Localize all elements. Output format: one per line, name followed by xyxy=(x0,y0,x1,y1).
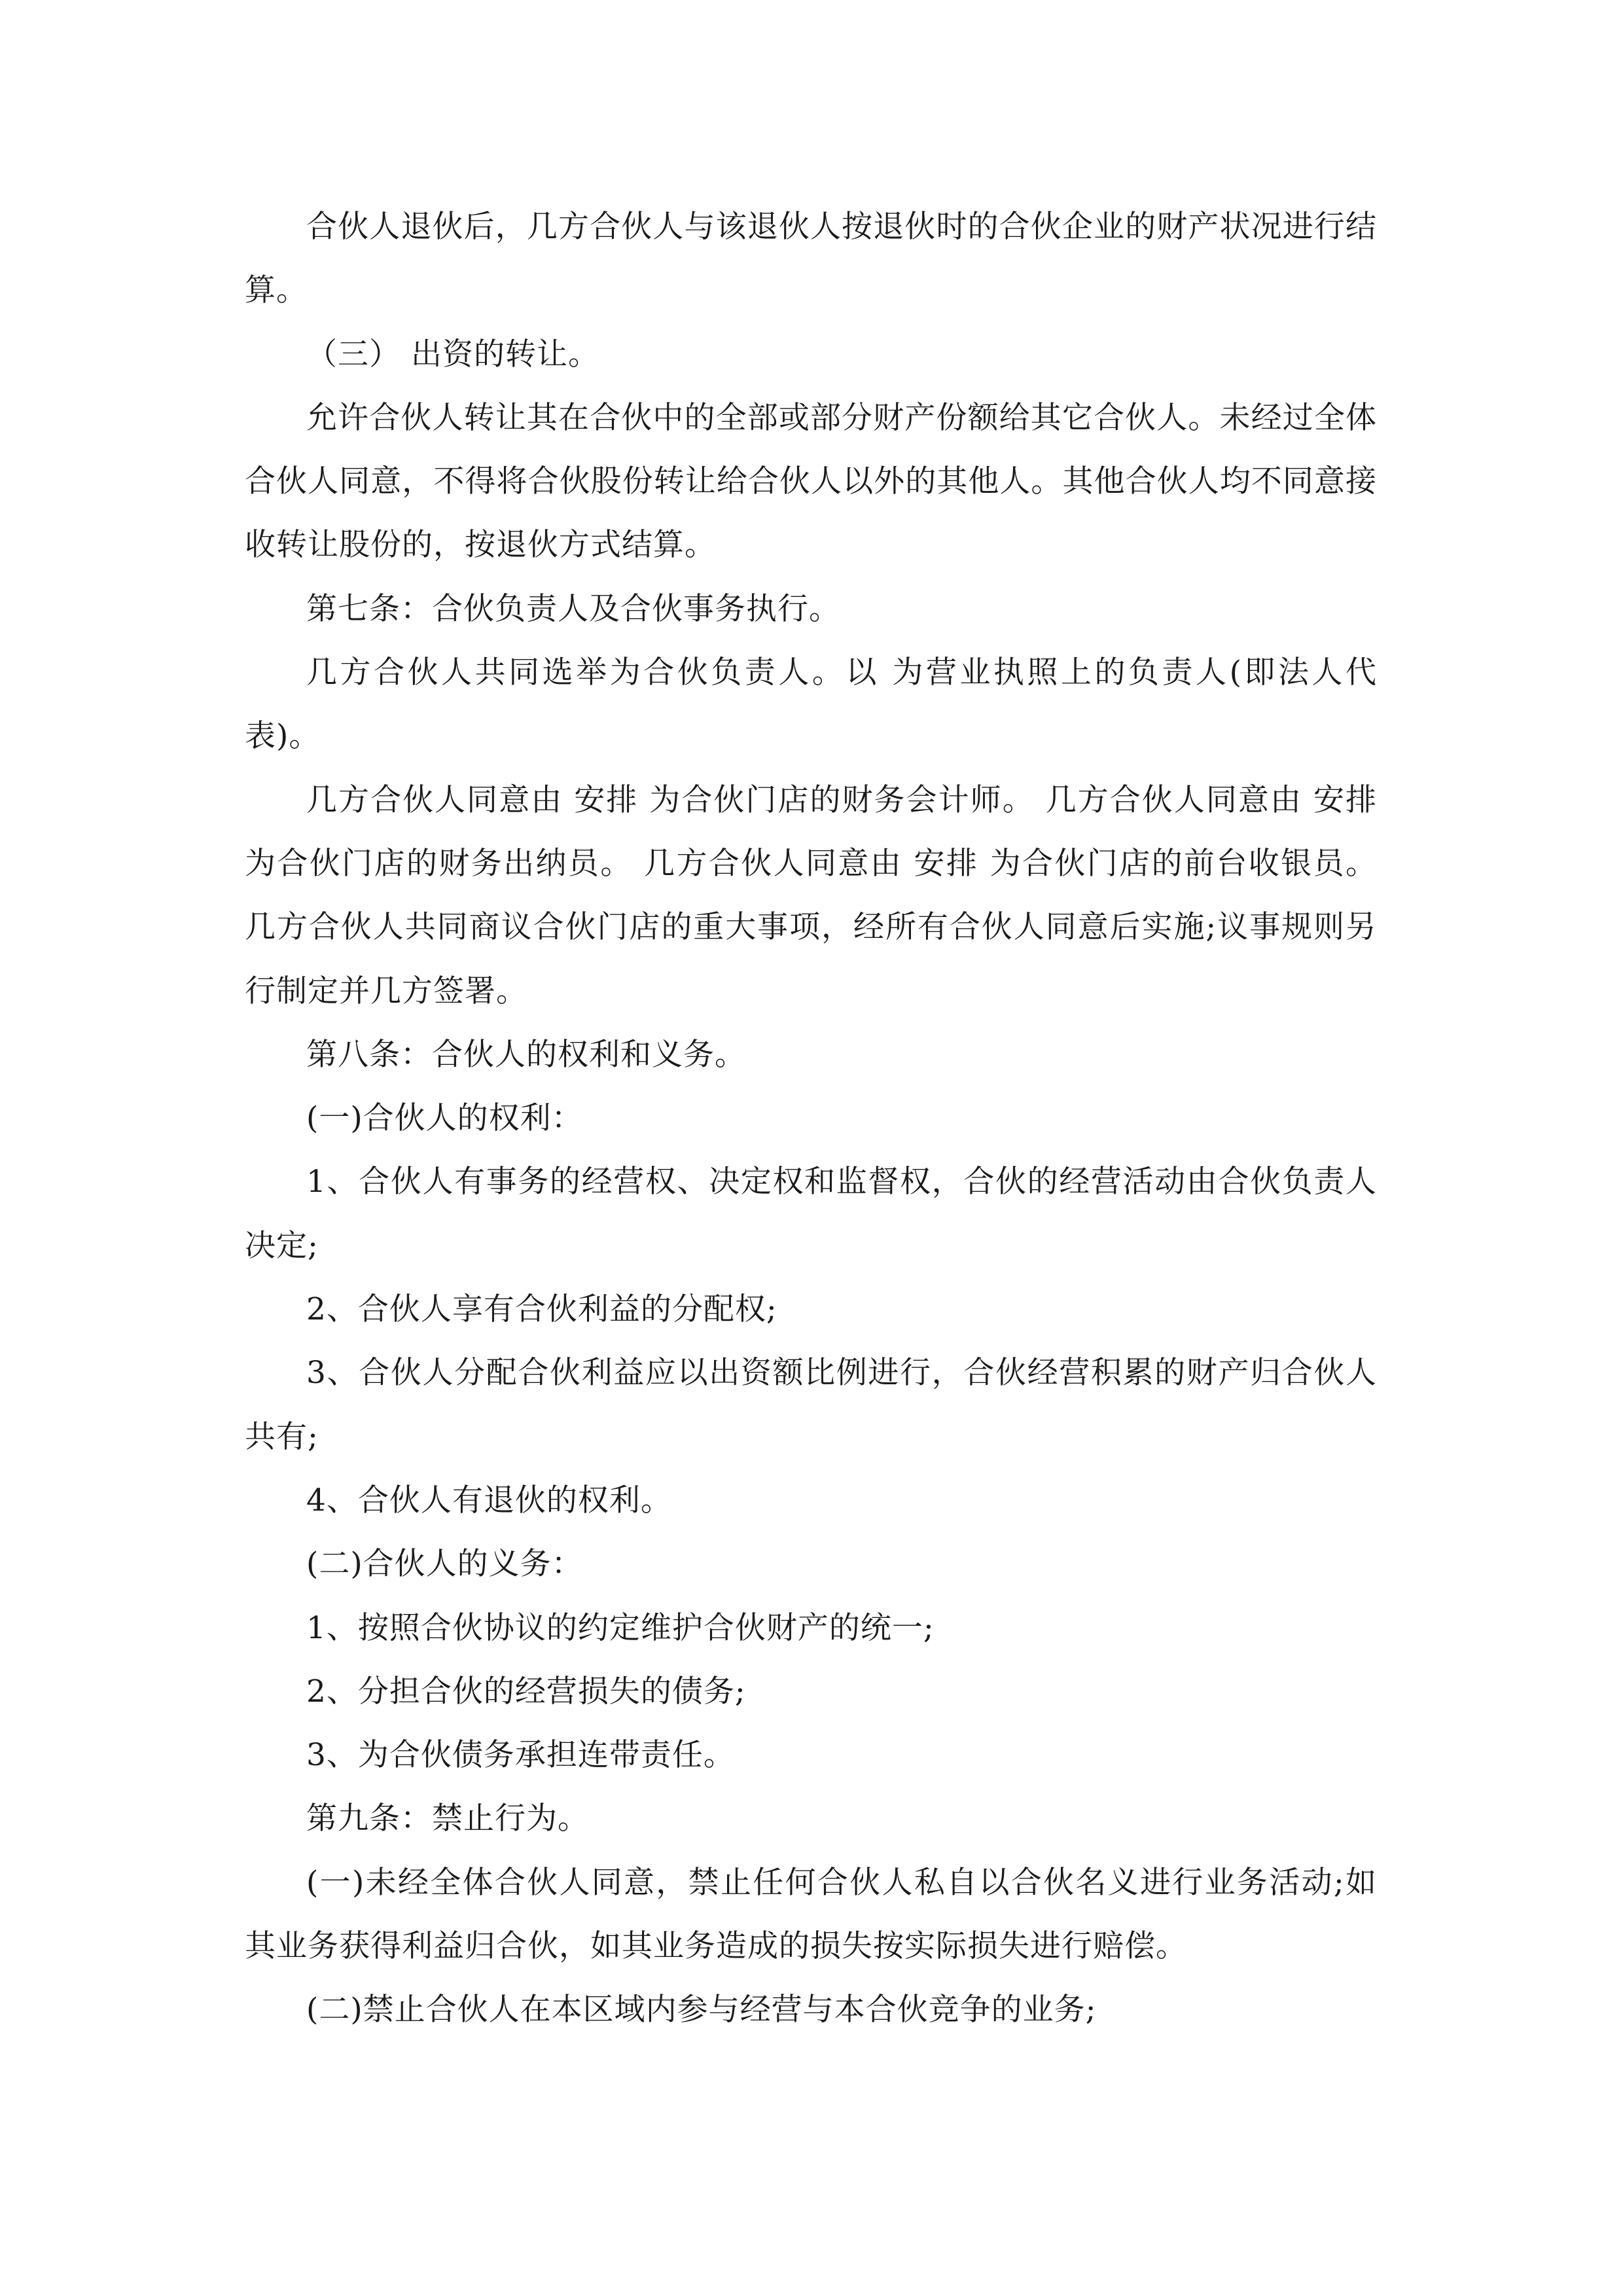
obligations-heading: (二)合伙人的义务： xyxy=(306,1546,583,1583)
article-8-title: 第八条：合伙人的权利和义务。 xyxy=(306,1036,746,1073)
paragraph-responsible-person: 几方合伙人共同选举为合伙负责人。以 为营业执照上的负责人(即法人代表)。 xyxy=(245,655,1377,755)
rights-heading: (一)合伙人的权利： xyxy=(306,1100,583,1137)
paragraph-transfer-rules: 允许合伙人转让其在合伙中的全部或部分财产份额给其它合伙人。未经过全体合伙人同意，不得将合伙股份转让给合伙人以外的其他人。其他合伙人均不同意接收转让股份的，按退伙方式结算。 xyxy=(245,399,1377,564)
rights-item-2: 2、合伙人享有合伙利益的分配权; xyxy=(306,1291,777,1328)
obligations-item-1: 1、按照合伙协议的约定维护合伙财产的统一; xyxy=(306,1609,935,1646)
article-9-title: 第九条：禁止行为。 xyxy=(306,1801,589,1837)
heading-capital-transfer: （三） 出资的转让。 xyxy=(306,336,599,372)
document-body xyxy=(245,195,1377,2042)
obligations-item-2: 2、分担合伙的经营损失的债务; xyxy=(306,1673,746,1710)
prohibition-item-1: (一)未经全体合伙人同意，禁止任何合伙人私自以合伙名义进行业务活动;如其业务获得利益归合伙，如其业务造成的损失按实际损失进行赔偿。 xyxy=(245,1864,1377,1965)
paragraph-settlement: 合伙人退伙后，几方合伙人与该退伙人按退伙时的合伙企业的财产状况进行结算。 xyxy=(245,209,1377,309)
paragraph-staff-arrangement: 几方合伙人同意由 安排 为合伙门店的财务会计师。 几方合伙人同意由 安排 为合伙门店的财务出纳员。 几方合伙人同意由 安排 为合伙门店的前台收银员。 几方合伙人共同商议合伙门店的重大事项，经所有合伙人同意后实施;议事规则另行制定并几方签署。 xyxy=(245,781,1377,1009)
rights-item-3: 3、合伙人分配合伙利益应以出资额比例进行，合伙经营积累的财产归合伙人共有; xyxy=(245,1355,1377,1455)
rights-item-1: 1、合伙人有事务的经营权、决定权和监督权，合伙的经营活动由合伙负责人决定; xyxy=(245,1164,1377,1264)
prohibition-item-2: (二)禁止合伙人在本区域内参与经营与本合伙竞争的业务; xyxy=(306,1992,1097,2028)
obligations-item-3: 3、为合伙债务承担连带责任。 xyxy=(306,1737,735,1774)
rights-item-4: 4、合伙人有退伙的权利。 xyxy=(306,1482,672,1518)
article-7-title: 第七条：合伙负责人及合伙事务执行。 xyxy=(306,590,840,627)
